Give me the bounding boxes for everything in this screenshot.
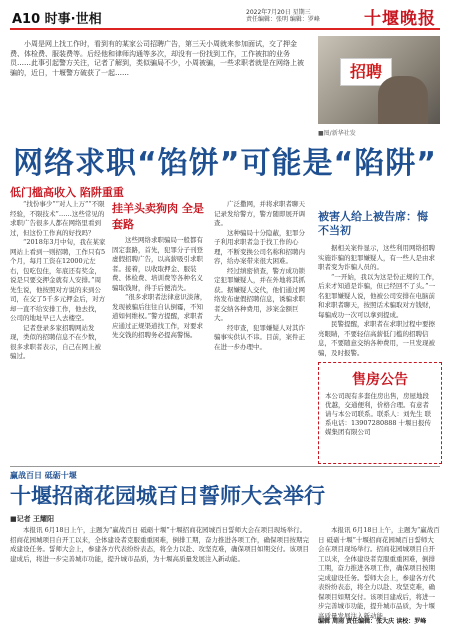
- hiring-sign: 招聘: [340, 58, 392, 86]
- section-label: A10 时事·世相: [12, 12, 102, 27]
- article2-byline: ■记者 王耀阳: [10, 515, 55, 523]
- article2-kicker: 赢战百日 砥砺十堰: [10, 471, 77, 480]
- house-sale-notice: [318, 362, 442, 464]
- paragraph: 据相关案件显示，这些利用网络招聘实施诈骗的犯罪嫌疑人，有一些人是由求职者变为诈骗人员的。: [318, 244, 435, 271]
- article1-col2-heading: 挂羊头卖狗肉 全是套路: [112, 202, 204, 231]
- photo-caption: ■图/新华社发: [318, 130, 356, 137]
- editor-credit: 编辑 周雨 责任编辑：张大庆 读校：罗峰: [318, 618, 427, 625]
- issue-date: [246, 9, 366, 23]
- paragraph: “找份事少”“对人上万”“不限经验，不限技术”……这些常见的求职广告很多人都在网络里看到过，但这份工作真的好找吗？: [10, 200, 105, 237]
- paragraph: “一开始，我以为这是份正规的工作，后来才知道是诈骗，但已经回不了头。”一名犯罪嫌疑人说，他被公司安排在电脑前和求职者聊天，按照话术骗取对方钱财，每骗成功一次可以拿到提成。: [318, 272, 439, 319]
- article2-body: [10, 526, 310, 636]
- paragraph: 本报讯 6月18日上午，主题为“赢战百日 砥砺十堰”十堰招商花园城百日誓师大会在项目现场举行。招商花园城项目自开工以来，全体建设者克服重重困难，倒排工期，奋力推进各项工作，确保项目按期完成建设任务。誓师大会上，参建各方代表纷纷表态，将全力以赴、攻坚克难，确保项目如期交付。该项目建成后，将进一步完善城市功能，提升城市品质，为十堰高质量发展注入新动能。: [318, 526, 440, 620]
- article1-col2: [112, 200, 208, 462]
- side-heading: 被害人给上被告席：悔不当初: [318, 210, 428, 237]
- notice-body: 本公司现有多套住房出售，房屋地段优越，交通便利，价格合理。有意者请与本公司联系。联系人：刘先生 联系电话：13907280888 十堰日报传媒集团有限公司: [325, 392, 432, 436]
- divider: [10, 466, 440, 467]
- paragraph: 本报讯 6月18日上午，主题为“赢战百日 砥砺十堰”十堰招商花园城百日誓师大会在项目现场举行。招商花园城项目自开工以来，全体建设者克服重重困难，倒排工期，奋力推进各项工作，确保项目按期完成建设任务。誓师大会上，参建各方代表纷纷表态，将全力以赴、攻坚克难，确保项目如期交付。该项目建成后，将进一步完善城市功能，提升城市品质，为十堰高质量发展注入新动能。: [10, 526, 309, 563]
- paragraph: 民警提醒，求职者在求职过程中要擦亮眼睛，不要轻信高薪低门槛的招聘信息，不要随意交纳各种费用，一旦发现被骗，及时报警。: [318, 320, 435, 357]
- article1-subtitle: 低门槛高收入 陷阱重重: [10, 186, 124, 199]
- newspaper-logo: 十堰晚报: [364, 9, 436, 29]
- article1-photo: [318, 36, 440, 124]
- article2-body-cont: [318, 526, 440, 620]
- date-text: 2022年7月20日 星期三: [246, 9, 311, 16]
- paragraph: 这些网络求职骗局一般都有固定套路，首先，犯罪分子刊登虚假招聘广告，以高薪吸引求职者。接着，以收取押金、服装费、体检费、培训费等各种名义骗取钱财，得手后便消失。: [112, 236, 203, 292]
- hand-shape: [378, 76, 428, 124]
- paragraph: 广泛撒网，并将求职者聊天记录发给警方，警方随即展开调查。: [214, 200, 305, 227]
- paragraph: 这种骗局十分隐蔽，犯罪分子利用求职者急于找工作的心理，不断变换公司名称和招聘内容，给办案带来很大困难。: [214, 228, 305, 265]
- editor-meta: 责任编辑：张明 编辑：罗峰: [246, 16, 320, 23]
- paragraph: 记者登录多家招聘网站发现，类似的招聘信息不在少数，很多求职者表示，自己在网上被骗过。: [10, 323, 101, 360]
- article1-col1: [10, 200, 106, 462]
- side-column: [318, 244, 440, 358]
- article2-title: 十堰招商花园城百日誓师大会举行: [10, 484, 325, 508]
- paragraph: “很多求职者法律意识淡薄，发现被骗后往往自认倒霉，不知道如何维权。”警方提醒，求职者应通过正规渠道找工作，对要求先交钱的招聘务必提高警惕。: [112, 293, 207, 339]
- article1-title: 网络求职“馅饼”可能是“陷阱”: [13, 146, 437, 181]
- paragraph: “2018年3月中旬，我在某家网站上看到一则招聘，工作只有5个月，每月工资在12000元左右，包吃包住，年底还有奖金，说是只要交押金就有人安排。”周先生说，他按照对方说的来到公司，在交了5千多元押金后，对方却一直不给安排工作，他去找，公司的地址早已人去楼空。: [10, 238, 106, 322]
- page-header: [10, 4, 440, 30]
- article1-lead: 小周是网上找工作时，看到有的某家公司招聘广告，第三天小周就来参加面试，交了押金费、体检费、服装费等。后经他和律师沟通等多次，却没有一份找到工作，工作被扣的业务员……此事引起警方关注，记者了解到，类似骗局不少，小周被骗，一些求职者就是在网络上被骗的，近日，十堰警方破获了一起……: [10, 40, 304, 77]
- notice-title: 售房公告: [352, 372, 408, 388]
- paragraph: 经审查，犯罪嫌疑人对其诈骗事实供认不讳。目前，案件正在进一步办理中。: [214, 323, 305, 351]
- paragraph: 经过缜密侦查，警方成功锁定犯罪嫌疑人，并在外地将其抓获。据嫌疑人交代，他们通过网络发布虚假招聘信息，诱骗求职者交纳各种费用，涉案金额巨大。: [214, 266, 305, 322]
- article1-col3: [214, 200, 310, 462]
